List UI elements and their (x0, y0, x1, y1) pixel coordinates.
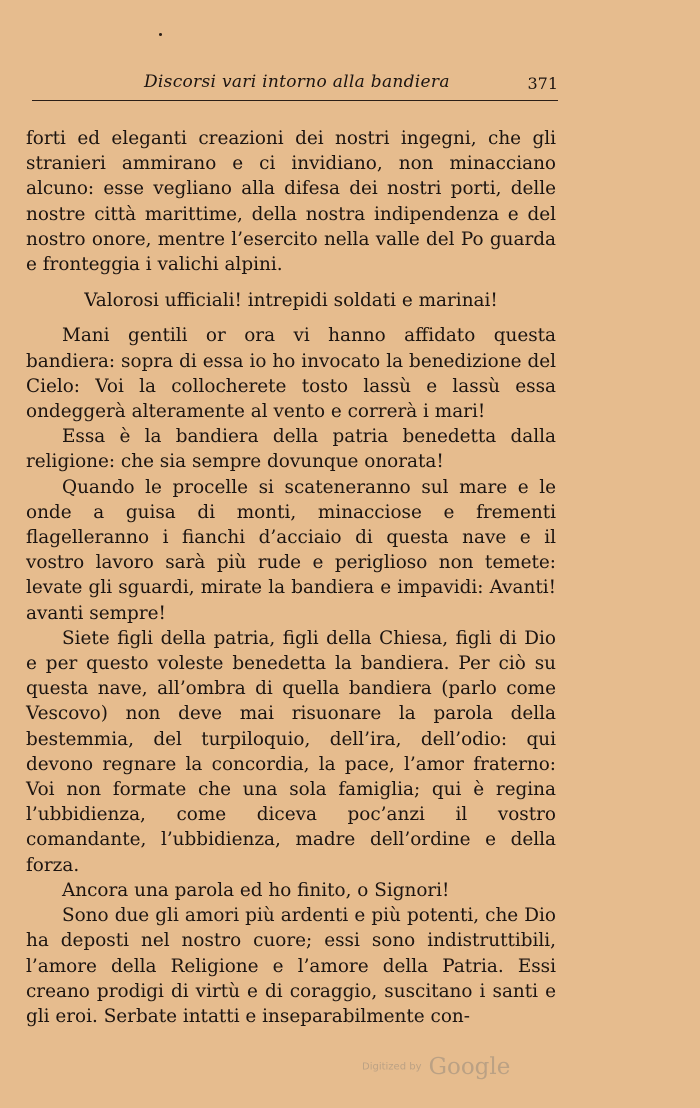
paragraph: Essa è la bandiera della patria benedetta dalla religione: che sia sempre dovunque onorata! (26, 426, 556, 473)
digitization-watermark (362, 1054, 510, 1080)
page-number: 371 (527, 74, 558, 93)
page-header (32, 70, 558, 100)
paragraph: Mani gentili or ora vi hanno affidato questa bandiera: sopra di essa io ho invocato la benedizione del Cielo: Voi la collocherete tosto lassù e lassù essa ondeggerà alteramente al vento e correrà i mari! (26, 325, 556, 423)
body-text (26, 126, 556, 1029)
paragraph: forti ed eleganti creazioni dei nostri ingegni, che gli stranieri ammirano e ci invidiano, non minacciano alcuno: esse vegliano alla difesa dei nostri porti, delle nostre città marittime, della nostra indipendenza e del nostro onore, mentre l’esercito nella valle del Po guarda e fronteggia i valichi alpini. (26, 128, 556, 276)
watermark-prefix: Digitized by (362, 1061, 422, 1073)
paragraph: Ancora una parola ed ho finito, o Signori! (62, 879, 450, 901)
paragraph: Siete figli della patria, figli della Chiesa, figli di Dio e per questo voleste benedetta la bandiera. Per ciò su questa nave, all’ombra di quella bandiera (parlo come Vescovo) non deve mai risuonare la parola della bestemmia, del turpiloquio, dell’ira, dell’odio: qui devono regnare la concordia, la pace, l’amor fraterno: Voi non formate che una sola famiglia; qui è regina l’ubbidienza, come diceva poc’anzi il vostro comandante, l’ubbidienza, madre dell’ordine e della forza. (26, 627, 556, 876)
exclamation-line: Valorosi ufficiali! intrepidi soldati e marinai! (84, 290, 498, 312)
running-title: Discorsi vari intorno alla bandiera (144, 72, 450, 92)
paragraph: Quando le procelle si scateneranno sul mare e le onde a guisa di monti, minacciose e frementi flagelleranno i fianchi d’acciaio di questa nave e il vostro lavoro sarà più rude e periglioso non temete: levate gli sguardi, mirate la bandiera e impavidi: Avanti! avanti sempre! (26, 476, 556, 624)
google-logo: Google (428, 1054, 511, 1080)
ink-speck (159, 33, 162, 36)
paragraph: Sono due gli amori più ardenti e più potenti, che Dio ha deposti nel nostro cuore; essi sono indistruttibili, l’amore della Religione e l’amore della Patria. Essi creano prodigi di virtù e di coraggio, suscitano i santi e gli eroi. Serbate intatti e inseparabilmente con- (26, 905, 556, 1027)
header-rule (32, 100, 558, 101)
